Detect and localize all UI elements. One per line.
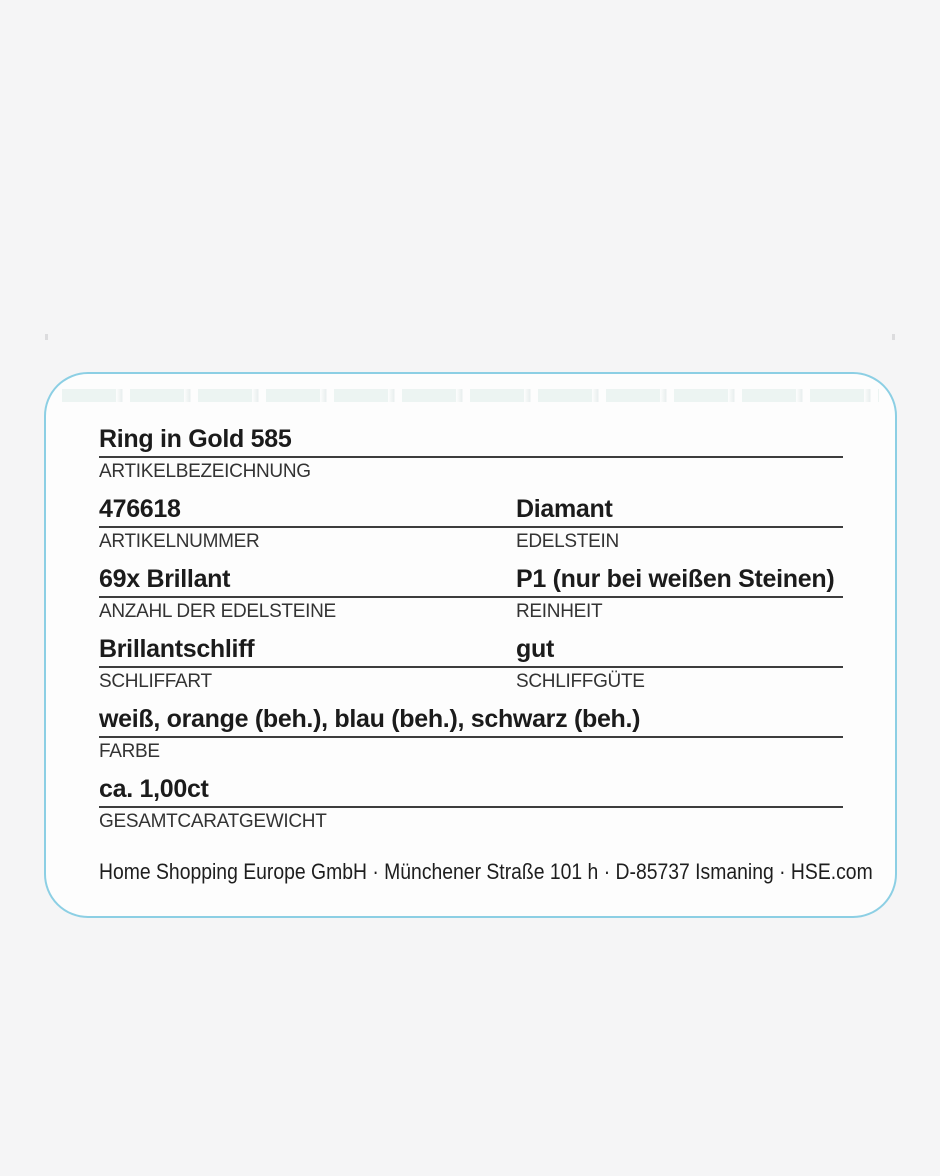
- schliffart-value: Brillantschliff: [99, 635, 255, 663]
- anzahl-edelsteine-label: ANZAHL DER EDELSTEINE: [99, 601, 336, 622]
- artikelbezeichnung-value: Ring in Gold 585: [99, 425, 292, 453]
- edelstein-value: Diamant: [516, 495, 613, 523]
- company-address-footer: Home Shopping Europe GmbH · Münchener Straße 101 h · D-85737 Ismaning · HSE.com: [99, 859, 873, 884]
- schliffguete-value: gut: [516, 635, 554, 663]
- schliffart-label: SCHLIFFART: [99, 671, 212, 692]
- schliffguete-label: SCHLIFFGÜTE: [516, 671, 645, 692]
- farbe-value: weiß, orange (beh.), blau (beh.), schwarz (beh.): [99, 705, 641, 733]
- product-spec-card: [44, 372, 897, 918]
- gesamtcaratgewicht-value: ca. 1,00ct: [99, 775, 209, 803]
- artikelnummer-label: ARTIKELNUMMER: [99, 531, 260, 552]
- artikelbezeichnung-label: ARTIKELBEZEICHNUNG: [99, 461, 311, 482]
- crop-mark-right: [892, 334, 895, 340]
- field-artikelbezeichnung: [99, 424, 843, 483]
- field-gesamtcaratgewicht: [99, 774, 843, 833]
- field-artikelnummer-edelstein: [99, 494, 843, 553]
- anzahl-edelsteine-value: 69x Brillant: [99, 565, 231, 593]
- farbe-label: FARBE: [99, 741, 160, 762]
- crop-mark-left: [45, 334, 48, 340]
- gesamtcaratgewicht-label: GESAMTCARATGEWICHT: [99, 811, 327, 832]
- reinheit-value: P1 (nur bei weißen Steinen): [516, 565, 835, 593]
- field-schliffart-schliffguete: [99, 634, 843, 693]
- field-farbe: [99, 704, 843, 763]
- field-anzahl-reinheit: [99, 564, 843, 623]
- edelstein-label: EDELSTEIN: [516, 531, 619, 552]
- reinheit-label: REINHEIT: [516, 601, 603, 622]
- watermark-strip: [62, 389, 879, 402]
- artikelnummer-value: 476618: [99, 495, 181, 523]
